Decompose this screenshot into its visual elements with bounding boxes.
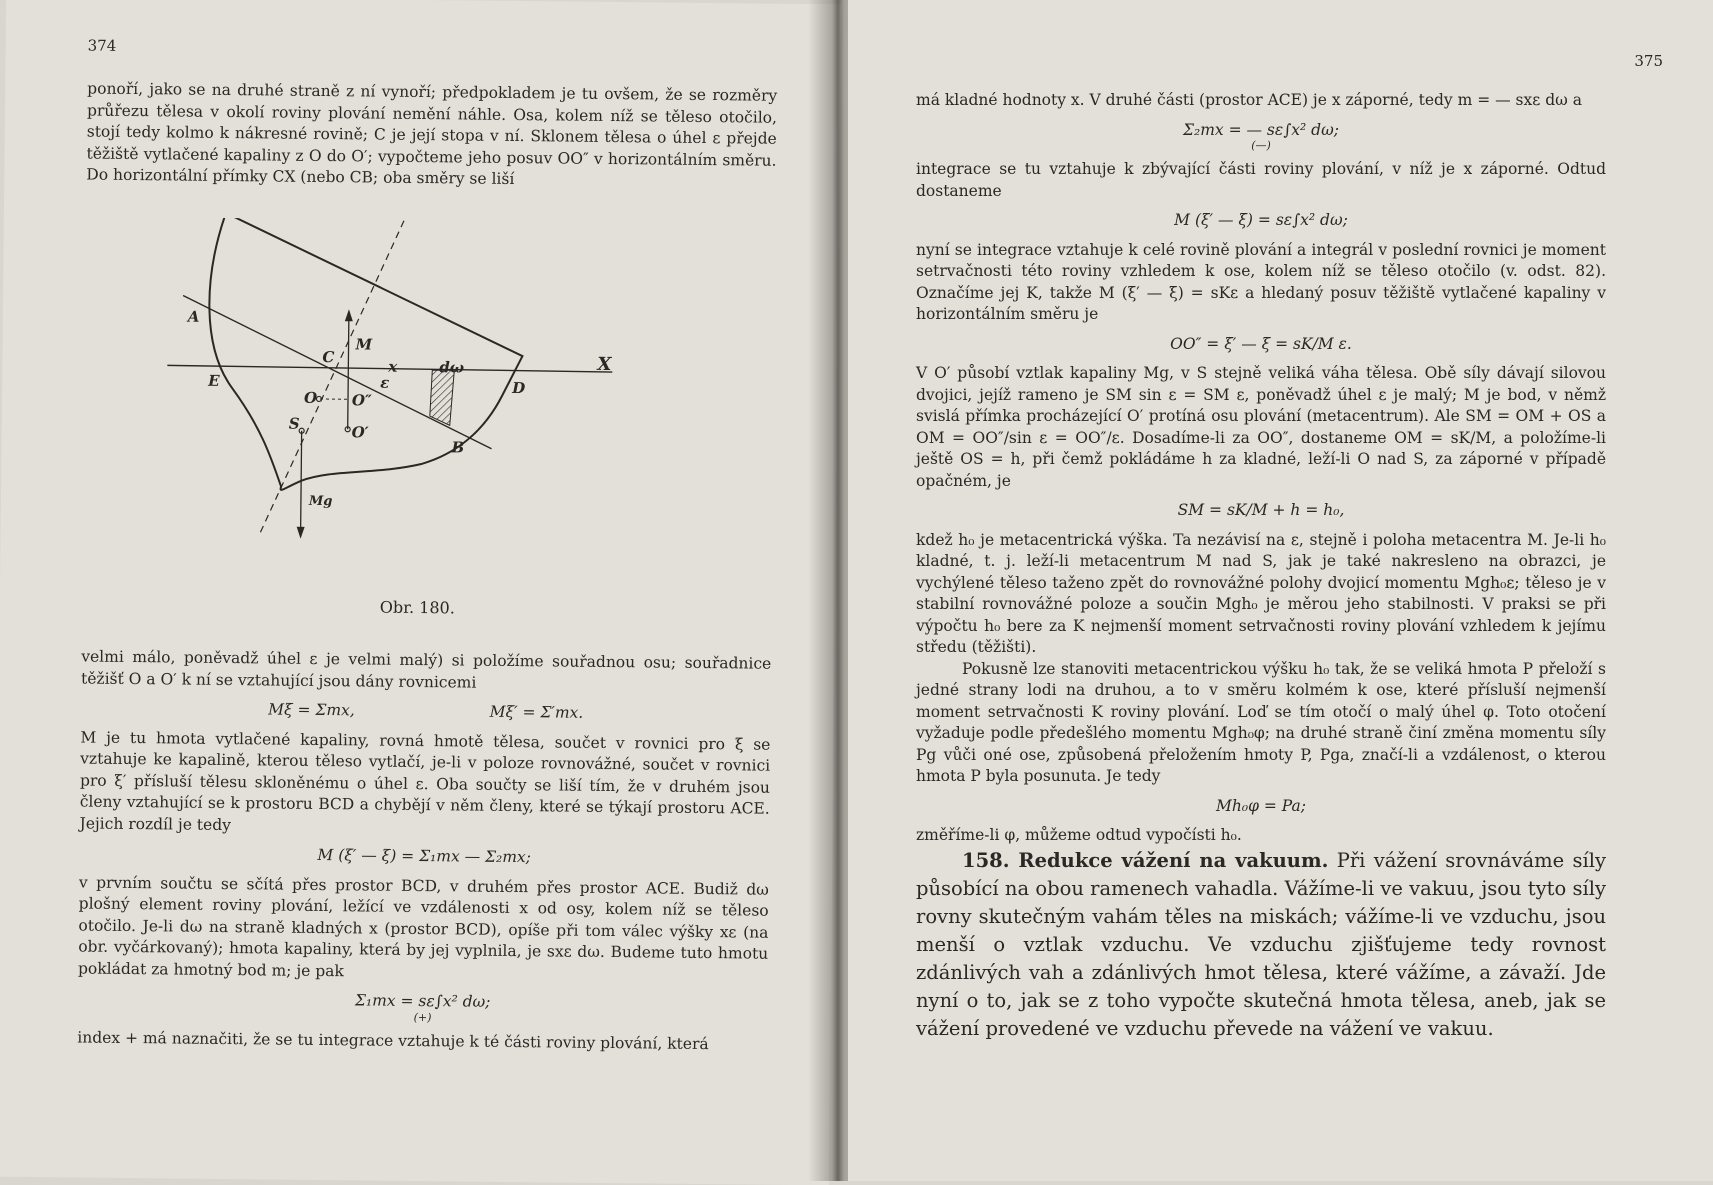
left-para-1: ponoří, jako se na druhé straně z ní vynoří; předpokladem je tu ovšem, že se rozměry průřezu tělesa v okolí roviny plování nemění náhle. Osa, kolem níž se těleso otočilo, stojí tedy kolmo k nákresné rovině; C je její stopa v ní. Sklonem tělesa o úhel ε přejde těžiště vytlačené kapaliny z O do O′; vypočteme jeho posuv OO″ v horizontálním směru. Do horizontální přímky CX (nebo CB; oba směry se liší — [86, 79, 777, 194]
label-c: C — [322, 348, 334, 366]
label-o2: O″ — [352, 391, 372, 409]
right-para-7: změříme-li φ, můžeme odtud vypočísti h₀. — [916, 825, 1606, 847]
label-d: D — [511, 379, 525, 397]
arrow-down-mg — [297, 527, 305, 539]
left-para-3: M je tu hmota vytlačené kapaliny, rovná hmotě tělesa, součet v rovnici pro ξ se vztahuje ke kapalině, kterou těleso vytlačí, je-li v poloze rovnovážné, součet v rovnici pro ξ′ přísluší tělesu skloněnému o úhel ε. Oba součty se liší tím, že v druhém jsou členy vztahující se k prostoru BCD a chybějí v něm členy, které se týkají prostoru ACE. Jejich rozdíl je tedy — [79, 727, 770, 842]
right-equation-1-sub: (—) — [916, 141, 1606, 151]
right-equation-5: Mh₀φ = Pa; — [916, 796, 1606, 818]
right-para-6: Pokusně lze stanoviti metacentrickou výšku h₀ tak, že se veliká hmota P přeloží s jedné strany lodi na druhou, a to v směru kolmém k ose, které přísluší nejmenší moment setrvačnosti K roviny plování. Loď se tím otočí o malý úhel φ. Toto otočení vyžaduje podle předešlého momentu Mgh₀φ; na druhé straně činí změna momentu síly Pg vůči oné ose, způsobená přeložením hmoty P, Pga, značí-li a vzdálenost, o kterou hmota P byla posunuta. Je tedy — [916, 659, 1606, 788]
left-para-4: v prvním součtu se sčítá přes prostor BCD, v druhém přes prostor ACE. Budiž dω plošný element roviny plování, ležící ve vzdálenosti x od osy, kolem níž se těleso otočilo. Je-li dω na straně kladných x (prostor BCD), opíše při tom válec výšky xε (na obr. vyčárkovaný); hmota kapaliny, která by jej vyplnila, je sxε dω. Budeme tuto hmotu pokládat za hmotný bod m; je pak — [78, 872, 769, 987]
left-para-5: index + má naznačiti, že se tu integrace vztahuje k té části roviny plování, která — [77, 1027, 767, 1056]
section-text: Při vážení srovnáváme síly působící na obou ramenech vahadla. Vážíme-li ve vakuu, jsou tyto síly rovny skutečným vahám těles na miskách; vážíme-li ve vzduchu, jsou menší o vztlak vzduchu. Ve vzduchu zjišťujeme tedy rovnost zdánlivých vah a zdánlivých hmot tělesa, které vážíme, a závaží. Jde nyní o to, jak se z toho vypočte skutečná hmota tělesa, aneb, jak se vážení provedené ve vzduchu převede na vážení ve vakuu. — [916, 849, 1606, 1040]
right-para-2: integrace se tu vztahuje k zbývající části roviny plování, v níž je x záporné. Odtud dostaneme — [916, 159, 1606, 202]
right-para-1: má kladné hodnoty x. V druhé části (prostor ACE) je x záporné, tedy m = — sxε dω a — [916, 90, 1606, 112]
right-equation-4: SM = sK/M + h = h₀, — [916, 500, 1606, 522]
label-e: E — [207, 372, 220, 390]
right-para-5: kdež h₀ je metacentrická výška. Ta nezávisí na ε, stejně i poloha metacentra M. Je-li h₀ kladné, t. j. leží-li metacentrum M nad S, jak je také nakresleno na obrazci, je vychýlené těleso taženo zpět do rovnovážné polohy dvojicí momentu Mgh₀ε; těleso je v stabilní rovnovážné poloze a součin Mgh₀ je měrou jeho stabilnosti. V praksi se při výpočtu h₀ bere za K nejmenší moment setrvačnosti roviny plování vzhledem k jejímu středu (těžišti). — [916, 530, 1606, 659]
equation-1 — [81, 697, 771, 726]
equation-1b: Mξ′ = Σ′mx. — [490, 702, 584, 724]
right-para-4: V O′ působí vztlak kapaliny Mg, v S stejně veliká váha tělesa. Obě síly dávají silovou dvojici, jejíž rameno je SM sin ε = SM ε, poněvadž úhel ε je malý; M je bod, v němž svislá přímka procházející O′ protíná osu plování (metacentrum). Ale SM = OM + OS a OM = OO″/sin ε = OO″/ε. Dosadíme-li za OO″, dostaneme OM = sK/M, a položíme-li ještě OS = h, při čemž pokládáme h za kladné, leží-li O nad S, za záporné v případě opačném, je — [916, 363, 1606, 492]
label-b: B — [450, 438, 464, 456]
label-x-small: x — [387, 358, 398, 376]
section-158 — [916, 847, 1606, 1043]
mg-vector — [301, 431, 302, 535]
equation-3 — [77, 987, 767, 1026]
label-o1: O′ — [352, 423, 369, 441]
hatched-strip — [430, 370, 455, 425]
left-para-1-block — [86, 79, 777, 194]
right-equation-1-main: Σ₂mx = — sε∫x² dω; — [1183, 121, 1339, 139]
label-x-axis: X — [596, 354, 612, 375]
equation-3-sub: (+) — [77, 1009, 767, 1026]
right-equation-3: OO″ = ξ′ — ξ = sK/M ε. — [916, 334, 1606, 356]
left-page — [0, 0, 841, 1185]
right-page — [848, 0, 1713, 1181]
equation-1a: Mξ = Σmx, — [268, 699, 355, 721]
label-a: A — [186, 308, 200, 326]
right-text — [916, 90, 1606, 1043]
equation-2: M (ξ′ — ξ) = Σ₁mx — Σ₂mx; — [79, 842, 769, 871]
right-equation-1 — [916, 120, 1606, 152]
arrow-up-m — [345, 309, 353, 321]
label-dw: dω — [439, 358, 464, 376]
section-heading: 158. Redukce vážení na vakuum. — [962, 849, 1328, 872]
label-s: S — [289, 415, 300, 433]
label-eps: ε — [380, 374, 389, 392]
right-page-number: 375 — [1634, 52, 1663, 70]
right-equation-2: M (ξ′ — ξ) = sε∫x² dω; — [916, 210, 1606, 232]
vertical-line-o1 — [348, 311, 349, 429]
label-m: M — [354, 335, 372, 353]
equation-3-main: Σ₁mx = sε∫x² dω; — [355, 991, 491, 1010]
label-o: O — [304, 389, 317, 407]
right-para-3: nyní se integrace vztahuje k celé rovině plování a integrál v poslední rovnici je moment setrvačnosti této roviny vzhledem k ose, kolem níž se těleso otočilo (v. odst. 82). Označíme jej K, takže M (ξ′ — ξ) = sKε a hledaný posuv těžiště vytlačené kapaliny v horizontálním směru je — [916, 240, 1606, 326]
left-para-2: velmi málo, poněvadž úhel ε je velmi malý) si položíme souřadnou osu; souřadnice těžišť O a O′ k ní se vztahující jsou dány rovnicemi — [81, 646, 771, 696]
left-page-number: 374 — [88, 37, 117, 55]
label-mg: Mg — [308, 494, 333, 509]
figure-180 — [160, 217, 684, 592]
left-text-lower — [77, 646, 771, 1055]
figure-caption: Obr. 180. — [0, 594, 835, 622]
hull-outline — [207, 217, 523, 492]
